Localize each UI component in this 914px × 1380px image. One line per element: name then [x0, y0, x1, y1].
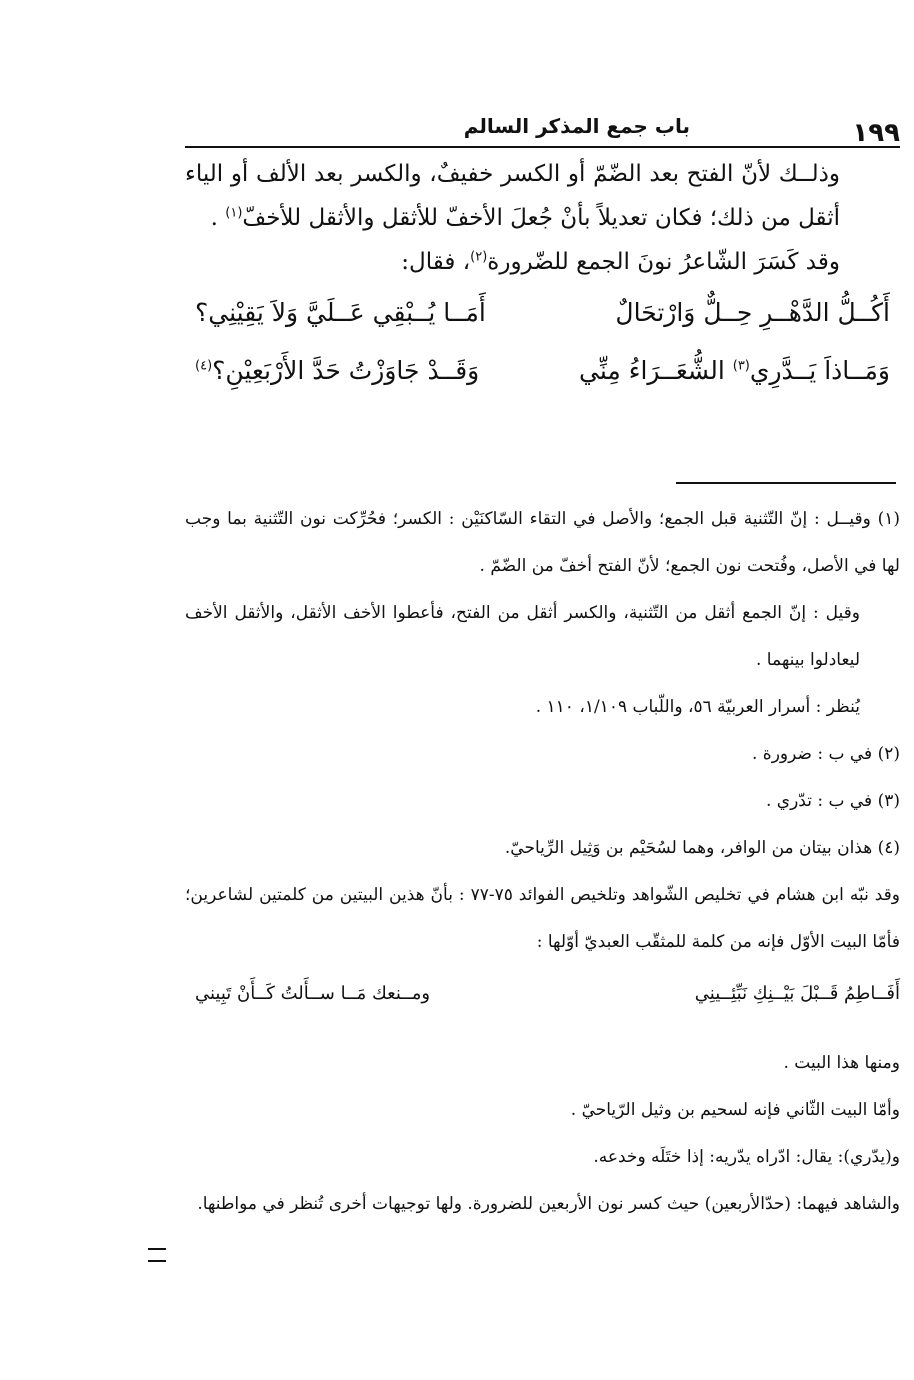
footnote-ref-2: (٢): [470, 249, 488, 265]
footnote-separator: [676, 482, 896, 484]
footnote-4-line-1: (٤) هذان بيتان من الوافر، وهما لسُحَيْم بن وَثِيل الرِّياحيّ.: [504, 838, 900, 858]
footnote-2: (٢) في ب : ضرورة .: [751, 744, 900, 764]
continuation-mark: [148, 1248, 166, 1262]
footnote-ref-4: (٤): [195, 358, 213, 374]
footnote-ref-1: (١): [225, 205, 243, 221]
paragraph-1-text: وذلــك لأنّ الفتح بعد الضّمّ أو الكسر خفيفٌ، والكسر بعد الألف أو الياء أثقل من ذلك؛ فكان تعديلاً بأنْ جُعلَ الأخفّ للأثقل والأثقل للأخفّ: [185, 161, 840, 231]
footnote-4-verse: [185, 966, 900, 1022]
verse-line-2: [185, 342, 900, 400]
verse-2-first-hemistich: [579, 342, 890, 400]
paragraph-2-end: ، فقال:: [401, 249, 471, 275]
page-header: [185, 112, 900, 146]
paragraph-2: [185, 240, 900, 284]
footnote-4-line-2: وقد نبّه ابن هشام في تخليص الشّواهد وتلخيص الفوائد ٧٥-٧٧ : بأنّ هذين البيتين من كلمتين لشاعرين؛ فأمّا البيت الأوّل فإنه من كلمة للمثقّب العبديّ أوّلها :: [185, 885, 900, 952]
paragraph-1: [185, 152, 900, 240]
verse-2-second-hemistich: [195, 342, 479, 400]
verse-2-first-text: وَمَــاذاَ يَــدَّرِي: [749, 356, 890, 385]
footnote-4-line-3: ومنها هذا البيت .: [783, 1053, 900, 1073]
paragraph-1-end: .: [210, 205, 226, 231]
paragraph-2-text: وقد كَسَرَ الشّاعرُ نونَ الجمع للضّرورة: [487, 249, 840, 275]
footnote-1-line-1: (١) وقيــل : إنّ التّثنية قبل الجمع؛ والأصل في التقاء السّاكنَيْن : الكسر؛ فحُرِّكت نون التّثنية بما وجب لها في الأصل، وفُتحت نون الجمع؛ لأنّ الفتح أخفّ من الضّمّ .: [185, 509, 900, 576]
footnote-ref-3: (٣): [732, 358, 750, 374]
verse-2-first-end: الشُّعَــرَاءُ مِنِّي: [578, 356, 733, 385]
footnote-1-line-2: وقيل : إنّ الجمع أثقل من التّثنية، والكسر أثقل من الفتح، فأعطوا الأخف الأثقل، والأثقل الأخف ليعادلوا بينهما .: [185, 603, 860, 670]
footnote-4-line-6: والشاهد فيهما: (حدّالأربعين) حيث كسر نون الأربعين للضرورة. ولها توجيهات أخرى تُنظر في مواطنها.: [197, 1194, 900, 1214]
main-text: [185, 152, 900, 400]
footnote-verse-first-hemistich: أَفَــاطِمُ قَــبْلَ بَيْــنِكِ نَبِّئِــينِي: [694, 983, 900, 1004]
verse-1-first-hemistich: أَكُــلُّ الدَّهْــرِ حِــلٌّ وَارْتحَالٌ: [615, 298, 890, 327]
running-title: باب جمع المذكر السالم: [463, 114, 690, 138]
footnote-4-line-5: و(يدّري): يقال: ادّراه يدّريه: إذا ختَلَه وخدعه.: [593, 1147, 900, 1167]
verse-1-second-hemistich: أَمَــا يُــبْقِي عَــلَيَّ وَلاَ يَقِيْنِي؟: [195, 298, 486, 327]
footnote-spacer: [185, 1022, 900, 1040]
verse-2-second-text: وَقَــدْ جَاوَزْتُ حَدَّ الأَرْبَعِيْنِ؟: [212, 356, 480, 385]
footnote-1-line-3: يُنظر : أسرار العربيّة ٥٦، واللّباب ١/١٠٩، ١١٠ .: [535, 697, 860, 717]
footnote-4-line-4: وأمّا البيت الثّاني فإنه لسحيم بن وثيل الرّياحيّ .: [570, 1100, 900, 1120]
footnotes: [185, 496, 900, 1228]
verse-line-1: [185, 284, 900, 342]
page-number: ١٩٩: [852, 118, 900, 148]
footnote-3: (٣) في ب : تدّري .: [765, 791, 900, 811]
footnote-verse-second-hemistich: ومــنعك مَــا ســأَلتُ كَــأَنْ تَبِيني: [195, 983, 431, 1004]
header-rule: [185, 146, 900, 148]
